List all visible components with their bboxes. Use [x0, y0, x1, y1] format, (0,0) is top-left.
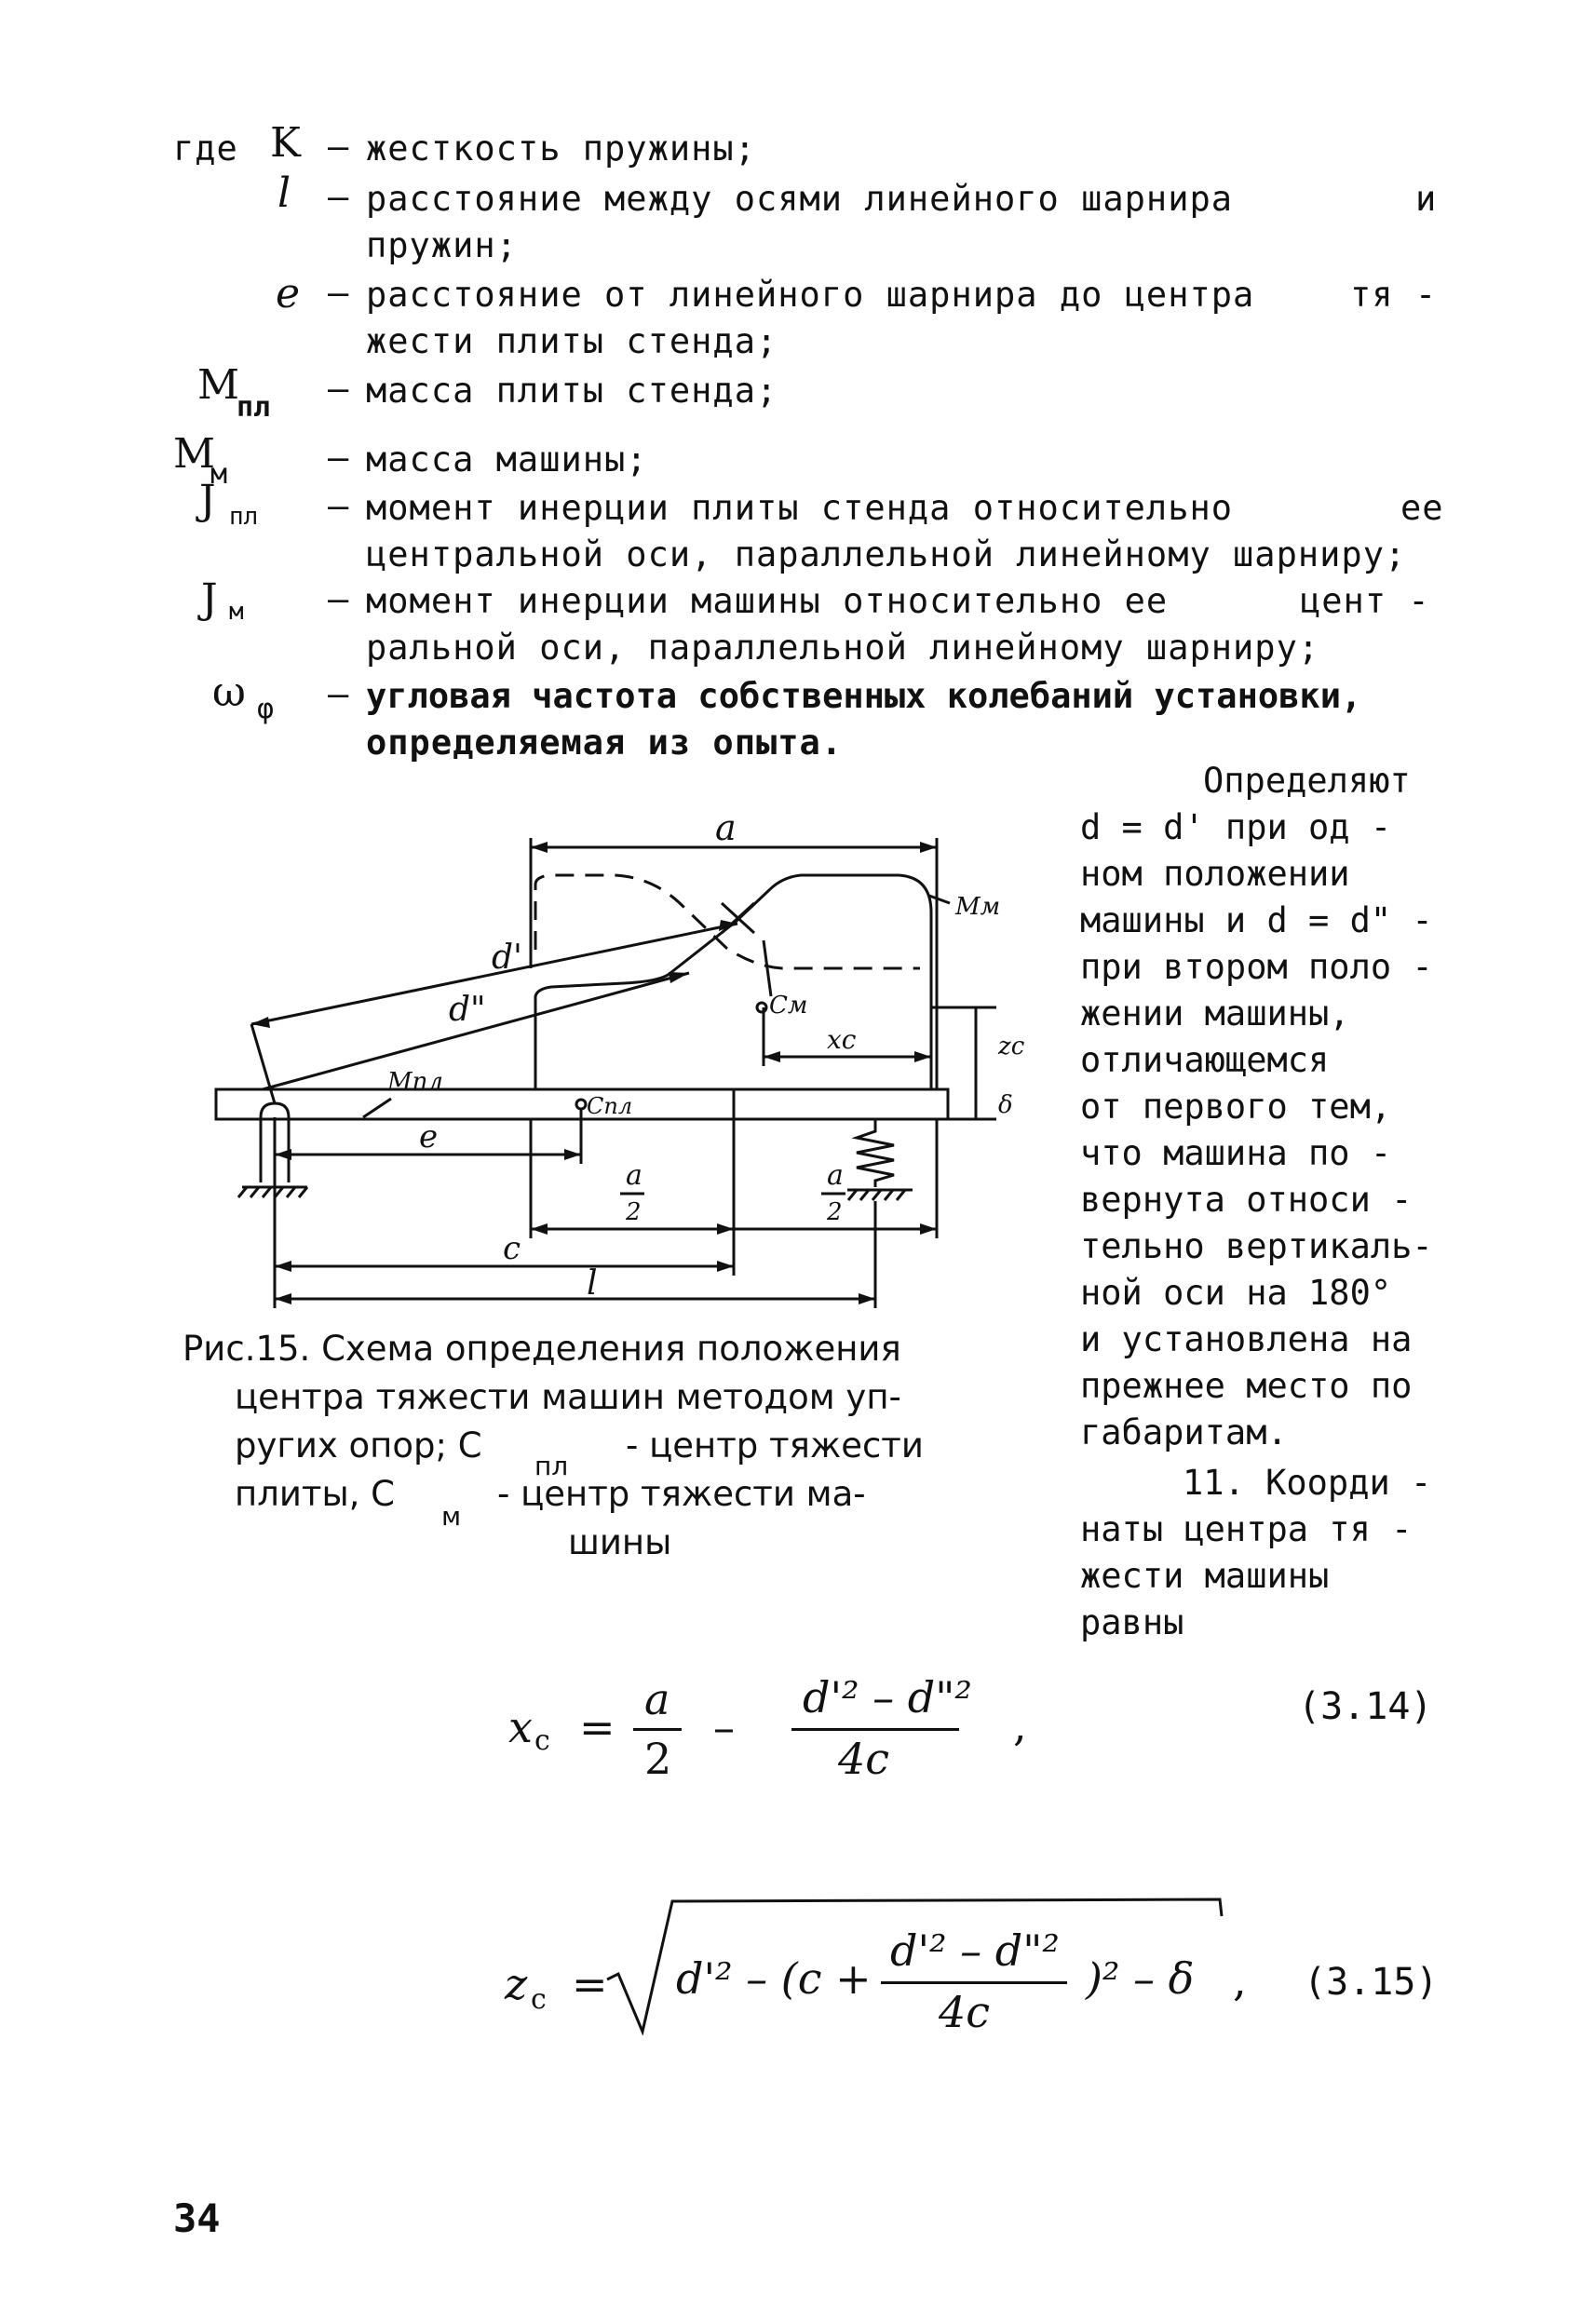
right-column-line: Определяют: [1203, 761, 1411, 801]
leader-line: [363, 1099, 391, 1117]
legend-text-jm-trail: цент -: [1300, 581, 1430, 621]
right-column-line: машины и d = d" -: [1080, 900, 1433, 940]
label-mpl: Mпл: [387, 1068, 443, 1096]
leader-line: [929, 896, 950, 903]
caption-line-4b: - центр тяжести ма-: [497, 1474, 866, 1514]
legend-dash: –: [328, 127, 349, 167]
label-a-half-num: a: [626, 1159, 642, 1192]
legend-dash: –: [328, 177, 349, 217]
arrowhead: [717, 1261, 734, 1272]
fraction-bar: [791, 1728, 959, 1731]
ground-hatch: [238, 1187, 247, 1197]
legend-symbol-omega: ω: [212, 669, 246, 716]
arrowhead: [764, 1051, 780, 1062]
arrowhead: [717, 1223, 734, 1235]
right-column-line: тельно вертикаль-: [1080, 1226, 1433, 1266]
arrowhead: [531, 1223, 548, 1235]
formula-sqrt-part2: )² – δ: [1086, 1953, 1195, 2004]
legend-text-e-line2: жести плиты стенда;: [366, 321, 778, 361]
formula-numerator: a: [644, 1674, 670, 1724]
formula-comma: ,: [1233, 1955, 1247, 2006]
arrowhead: [914, 1051, 931, 1062]
label-mm: Mм: [955, 893, 1001, 921]
ground-hatch: [848, 1190, 857, 1200]
formula-denominator: 2: [644, 1734, 672, 1784]
right-column-line: 11. Коорди -: [1183, 1463, 1432, 1503]
center-of-mass-plate: [576, 1100, 586, 1109]
ground-hatch: [263, 1187, 271, 1197]
ground-hatch: [897, 1190, 905, 1200]
arrowhead: [275, 1293, 291, 1304]
caption-subscript-m: м: [441, 1501, 462, 1532]
formula-denominator: 4c: [838, 1734, 890, 1784]
extension-line: [251, 1024, 275, 1103]
formula-lhs-subscript: c: [531, 1983, 547, 2016]
formula-equals: =: [572, 1959, 608, 2009]
right-column-line: что машина по -: [1080, 1133, 1392, 1173]
arrowhead: [275, 1149, 291, 1160]
legend-text-omega-line2: определяемая из опыта.: [366, 723, 844, 763]
legend-subscript-jm: м: [229, 598, 244, 626]
right-column-line: и установлена на: [1080, 1319, 1413, 1359]
right-column-line: жести машины: [1080, 1556, 1330, 1596]
formula-lhs: x: [508, 1702, 533, 1752]
right-column-line: отличающемся: [1080, 1040, 1330, 1080]
arrowhead: [669, 972, 689, 983]
caption-line-3b: - центр тяжести: [626, 1425, 924, 1466]
legend-subscript-mm: м: [210, 458, 228, 491]
right-column-line: при втором поло -: [1080, 947, 1433, 987]
legend-text-l-line1: расстояние между осями линейного шарнира: [366, 179, 1234, 219]
legend-text-l-trail: и: [1415, 179, 1438, 219]
legend-symbol-jpl: J: [199, 477, 216, 524]
legend-text-jm-line1: момент инерции машины относительно ее: [366, 581, 1169, 621]
legend-dash: –: [328, 579, 349, 619]
ground-hatch: [250, 1187, 259, 1197]
legend-dash: –: [328, 438, 349, 478]
legend-text-e-line1: расстояние от линейного шарнира до центра: [366, 275, 1255, 315]
caption-line-4a: плиты, С: [235, 1474, 396, 1514]
formula-sqrt-part1: d'² – (c +: [676, 1953, 872, 2004]
label-xc: xc: [827, 1024, 857, 1055]
legend-text-jpl-line2: центральной оси, параллельной линейному шарниру;: [366, 534, 1407, 574]
formula-numerator: d'² – d"²: [890, 1925, 1060, 1976]
legend-dash: –: [328, 273, 349, 313]
ground-hatch: [872, 1190, 881, 1200]
formula-denominator: 4c: [939, 1987, 991, 2037]
formula-numerator: d'² – d"²: [803, 1672, 972, 1722]
legend-intro: где: [173, 128, 238, 169]
caption-line-5: шины: [568, 1522, 672, 1562]
legend-text-e-trail: тя -: [1350, 275, 1438, 315]
leader-line: [764, 940, 771, 996]
ground-hatch: [287, 1187, 295, 1197]
right-column-line: прежнее место по: [1080, 1366, 1413, 1406]
legend-symbol-mpl: M: [197, 361, 240, 409]
legend-text-jpl-line1: момент инерции плиты стенда относительно: [366, 488, 1234, 528]
legend-symbol-e: e: [276, 270, 301, 317]
formula-lhs: z: [505, 1959, 528, 2009]
arrowhead: [859, 1293, 875, 1304]
figure-15-diagram: [205, 810, 1043, 1331]
legend-subscript-omega: φ: [257, 693, 275, 725]
label-d2: d": [449, 991, 486, 1029]
arrowhead: [531, 842, 548, 853]
label-a-half-num: a: [827, 1159, 844, 1192]
formula-minus: –: [713, 1702, 735, 1752]
caption-line-3a: ругих опор; С: [235, 1425, 482, 1466]
ground-hatch: [299, 1187, 307, 1197]
right-column-line: d = d' при од -: [1080, 807, 1392, 847]
legend-symbol-l: l: [277, 169, 291, 217]
fraction-bar: [881, 1981, 1067, 1984]
legend-text-mm: масса машины;: [366, 439, 648, 480]
caption-subscript-pl: пл: [534, 1451, 569, 1481]
right-column-line: равны: [1080, 1602, 1184, 1642]
formula-lhs-subscript: c: [534, 1724, 550, 1757]
label-zc: zc: [998, 1033, 1025, 1060]
legend-text-mpl: масса плиты стенда;: [366, 371, 778, 411]
label-cm: Cм: [769, 992, 808, 1020]
caption-line-1: Рис.15. Схема определения положения: [183, 1329, 901, 1369]
arrowhead: [920, 1223, 937, 1235]
label-e: e: [419, 1118, 439, 1155]
legend-subscript-mpl: пл: [237, 391, 271, 424]
legend-symbol-jm: J: [201, 575, 218, 623]
legend-dash: –: [328, 674, 349, 714]
equation-number-3-15: (3.15): [1304, 1961, 1439, 2004]
legend-dash: –: [328, 369, 349, 409]
label-l: l: [587, 1264, 598, 1303]
ground-hatch: [885, 1190, 893, 1200]
legend-text-l-line2: пружин;: [366, 225, 518, 265]
caption-line-2: центра тяжести машин методом уп-: [235, 1377, 901, 1417]
formula-equals: =: [579, 1702, 615, 1752]
legend-text-jpl-trail: ее: [1400, 488, 1444, 528]
label-cpl: Cпл: [587, 1093, 633, 1119]
right-column-line: ном положении: [1080, 854, 1350, 894]
label-a: a: [715, 810, 737, 848]
fraction-bar: [633, 1728, 682, 1731]
equation-number-3-14: (3.14): [1298, 1685, 1433, 1728]
legend-subscript-jpl: пл: [229, 503, 259, 531]
page-number: 34: [173, 2195, 221, 2241]
right-column-line: ной оси на 180°: [1080, 1273, 1392, 1313]
label-delta: δ: [998, 1091, 1013, 1119]
legend-symbol-mm: M: [173, 430, 216, 478]
ground-hatch: [860, 1190, 869, 1200]
spring: [857, 1119, 894, 1187]
legend-text-k: жесткость пружины;: [366, 128, 756, 169]
legend-text-omega-line1: угловая частота собственных колебаний установки,: [366, 676, 1362, 716]
right-column-line: наты центра тя -: [1080, 1509, 1413, 1549]
label-a-half-den: 2: [626, 1198, 642, 1226]
formula-comma: ,: [1013, 1700, 1027, 1750]
label-a-half-den: 2: [827, 1198, 843, 1226]
label-d1: d': [492, 939, 522, 977]
legend-dash: –: [328, 486, 349, 526]
right-column-line: от первого тем,: [1080, 1087, 1392, 1127]
label-c: c: [503, 1230, 521, 1267]
arrowhead: [275, 1261, 291, 1272]
legend-text-jm-line2: ральной оси, параллельной линейному шарниру;: [366, 628, 1320, 668]
right-column-line: габаритам.: [1080, 1412, 1288, 1452]
right-column-line: вернута относи -: [1080, 1180, 1413, 1220]
arrowhead: [564, 1149, 581, 1160]
arrowhead: [920, 842, 937, 853]
legend-symbol-k: K: [270, 119, 301, 167]
right-column-line: жении машины,: [1080, 993, 1350, 1033]
